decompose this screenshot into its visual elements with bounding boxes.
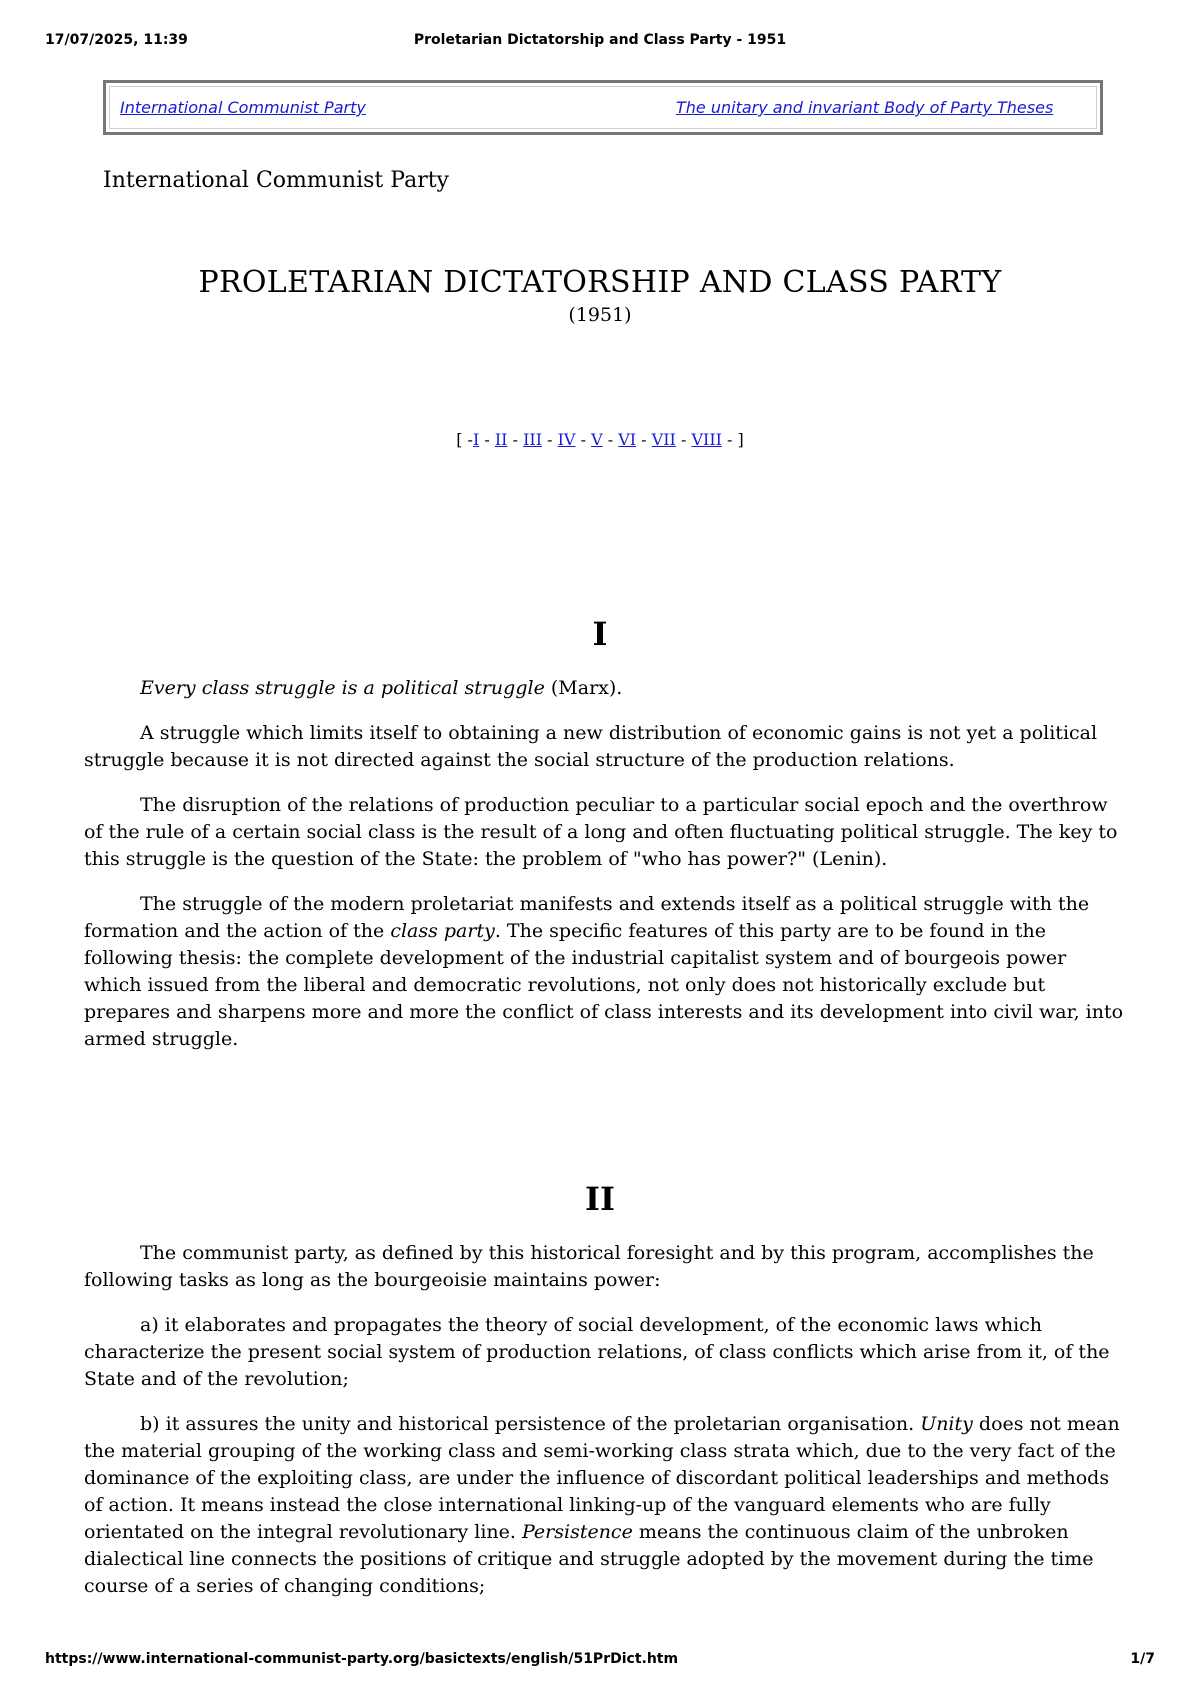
- toc-sep: -: [507, 430, 524, 449]
- toc-link-7[interactable]: VII: [651, 430, 676, 449]
- text-run: The struggle of the modern proletariat manifests and extends itself as a political struggle with the formation and the action of the: [84, 893, 1090, 942]
- toc-link-1[interactable]: I: [472, 430, 480, 449]
- toc-link-2[interactable]: II: [494, 430, 508, 449]
- quote-attribution: (Marx).: [544, 677, 623, 699]
- section-heading-1: I: [592, 615, 608, 653]
- nav-link-theses-body[interactable]: The unitary and invariant Body of Party Theses: [676, 98, 1054, 117]
- paragraph: A struggle which limits itself to obtaining a new distribution of economic gains is not yet a political struggle because it is not directed against the social structure of the production relations.: [84, 722, 1098, 771]
- marx-quote: Every class struggle is a political struggle: [140, 677, 545, 699]
- text-run: means the continuous claim of the unbroken dialectical line connects the positions of critique and struggle adopted by the movement during the time course of a series of changing conditions;: [84, 1521, 1094, 1597]
- section-2: [84, 1180, 1124, 1600]
- toc-link-6[interactable]: VI: [618, 430, 637, 449]
- emphasis: Persistence: [521, 1521, 633, 1543]
- toc-sep: -: [479, 430, 495, 449]
- toc-sep: -: [675, 430, 692, 449]
- page-year: (1951): [568, 304, 632, 326]
- toc-sep: -: [636, 430, 652, 449]
- nav-link-party-home[interactable]: International Communist Party: [120, 98, 366, 117]
- toc-close: - ]: [721, 430, 744, 449]
- toc-sep: -: [602, 430, 619, 449]
- paragraph: [84, 1411, 1124, 1600]
- print-header: [45, 32, 1155, 52]
- paragraph: [84, 675, 1124, 702]
- print-doc-title: Proletarian Dictatorship and Class Party - 1951: [413, 32, 787, 48]
- emphasis: class party: [390, 920, 495, 942]
- paragraph: The disruption of the relations of production peculiar to a particular social epoch and the overthrow of the rule of a certain social class is the result of a long and often fluctuating political struggle. The key to this struggle is the question of the State: the problem of "who has power?" (Lenin).: [84, 794, 1118, 870]
- section-heading-2: II: [585, 1180, 615, 1218]
- toc-open: [ -: [456, 430, 473, 449]
- page-number: 1/7: [1130, 1651, 1155, 1667]
- section-toc: [0, 430, 1200, 449]
- toc-link-4[interactable]: IV: [557, 430, 576, 449]
- page-title: PROLETARIAN DICTATORSHIP AND CLASS PARTY: [198, 265, 1002, 300]
- toc-sep: -: [542, 430, 558, 449]
- toc-link-3[interactable]: III: [523, 430, 543, 449]
- print-footer: [45, 1651, 1155, 1671]
- title-block: [0, 265, 1200, 326]
- toc-link-8[interactable]: VIII: [691, 430, 722, 449]
- section-1: [84, 615, 1124, 1053]
- paragraph: a) it elaborates and propagates the theory of social development, of the economic laws which characterize the present social system of production relations, of class conflicts which arise from it, of the State and of the revolution;: [84, 1314, 1110, 1390]
- toc-sep: -: [575, 430, 592, 449]
- toc-link-5[interactable]: V: [591, 430, 603, 449]
- print-url: https://www.international-communist-party.org/basictexts/english/51PrDict.htm: [45, 1651, 679, 1667]
- emphasis: Unity: [920, 1413, 973, 1435]
- nav-box: [103, 80, 1103, 135]
- text-run: does not mean the material grouping of the working class and semi-working class strata which, due to the very fact of the dominance of the exploiting class, are under the influence of discordant political leaderships and methods of action. It means instead the close international linking-up of the vanguard elements who are fully orientated on the integral revolutionary line.: [84, 1413, 1120, 1543]
- org-name: International Communist Party: [103, 168, 449, 193]
- text-run: b) it assures the unity and historical persistence of the proletarian organisation.: [140, 1413, 921, 1435]
- print-datetime: 17/07/2025, 11:39: [45, 32, 188, 48]
- paragraph: [84, 891, 1124, 1053]
- text-run: . The specific features of this party are to be found in the following thesis: the complete development of the industrial capitalist system and of bourgeois power which issued from the liberal and democratic revolutions, not only does not historically exclude but prepares and sharpens more and more the conflict of class interests and its development into civil war, into armed struggle.: [84, 920, 1124, 1050]
- paragraph: The communist party, as defined by this historical foresight and by this program, accomplishes the following tasks as long as the bourgeoisie maintains power:: [84, 1242, 1094, 1291]
